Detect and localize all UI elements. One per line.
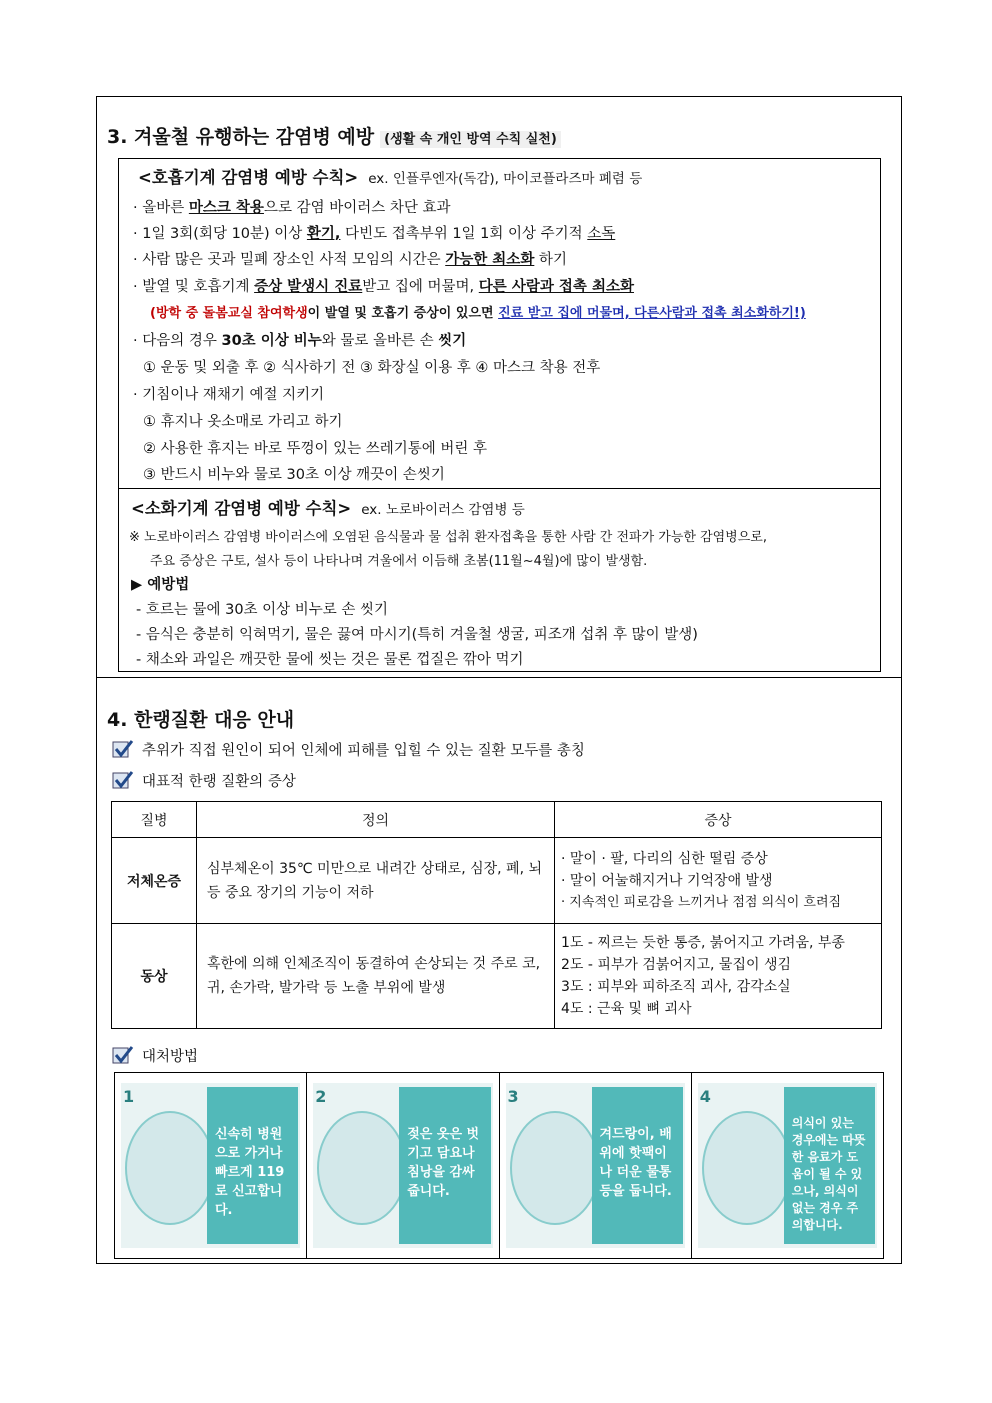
t: 30초 이상 비누 <box>221 333 322 349</box>
t: 진료 받고 집에 머물며, 다른사람과 접촉 최소화하기!) <box>498 306 806 321</box>
checkmark-icon <box>112 770 134 790</box>
resp-line-8: · 기침이나 재채기 예절 지키기 <box>133 387 325 403</box>
digestive-note-2: 주요 증상은 구토, 설사 등이 나타나며 겨울에서 이듬해 초봄(11월~4월)에 많이 발생함. <box>150 554 648 569</box>
resp-line-3 <box>133 248 567 269</box>
cold-illness-table <box>111 801 882 1029</box>
digestive-example: ex. 노로바이러스 감염병 등 <box>361 502 525 518</box>
resp-line-4 <box>133 275 634 296</box>
step-text: 겨드랑이, 배 위에 핫팩이나 더운 물통 등을 둡니다. <box>592 1087 683 1244</box>
t: 다른 사람과 접촉 최소화 <box>478 279 634 295</box>
resp-line-10: ② 사용한 휴지는 바로 뚜껑이 있는 쓰레기통에 버린 후 <box>143 441 488 457</box>
step-number: 3 <box>507 1087 519 1106</box>
t: 받고 집에 머물며, <box>362 279 479 295</box>
resp-line-11: ③ 반드시 비누와 물로 30초 이상 깨끗이 손씻기 <box>143 467 445 483</box>
t: 이 발열 및 호흡기 증상이 있으면 <box>307 306 499 321</box>
resp-line-2 <box>133 222 615 243</box>
step-card-inner <box>698 1083 877 1248</box>
symptom: 3도 : 피부와 피하조직 괴사, 감각소실 <box>561 979 791 995</box>
t: · 다음의 경우 <box>133 333 222 349</box>
disease-definition: 심부체온이 35℃ 미만으로 내려간 상태로, 심장, 폐, 뇌 등 중요 장기의 기능이 저하 <box>197 838 555 924</box>
respiratory-example: ex. 인플루엔자(독감), 마이코플라즈마 폐렴 등 <box>368 171 643 187</box>
t: 씻기 <box>438 333 467 349</box>
illustration-icon <box>317 1111 407 1225</box>
table-row <box>112 924 882 1029</box>
section3-title-text: 3. 겨울철 유행하는 감염병 예방 <box>107 126 375 148</box>
resp-line-9: ① 휴지나 옷소매로 가리고 하기 <box>143 414 343 430</box>
response-steps <box>114 1072 884 1259</box>
digestive-title <box>131 495 525 519</box>
prevention-method-label: ▶ 예방법 <box>131 577 190 593</box>
disease-name: 저체온증 <box>112 838 197 924</box>
t: 마스크 착용 <box>188 200 264 216</box>
step-number: 2 <box>315 1087 327 1106</box>
step-card-inner <box>121 1083 300 1248</box>
t: · 발열 및 호흡기계 <box>133 279 255 295</box>
respiratory-title <box>138 164 642 188</box>
symptom: 2도 - 피부가 검붉어지고, 물집이 생김 <box>561 957 791 973</box>
t: 증상 발생시 진료 <box>254 279 363 295</box>
check-item-2 <box>112 770 296 791</box>
step-text: 신속히 병원으로 가거나 빠르게 119로 신고합니다. <box>207 1087 298 1244</box>
check-item-1 <box>112 739 585 760</box>
method-line-1: - 흐르는 물에 30초 이상 비누로 손 씻기 <box>136 602 389 618</box>
table-row <box>112 838 882 924</box>
step-card-1 <box>115 1073 307 1258</box>
symptom: 1도 - 찌르는 듯한 통증, 붉어지고 가려움, 부종 <box>561 935 845 951</box>
checkmark-icon <box>112 739 134 759</box>
t: 으로 감염 바이러스 차단 효과 <box>263 200 451 216</box>
t: 소독 <box>587 226 616 242</box>
step-number: 1 <box>123 1087 135 1106</box>
illustration-icon <box>702 1111 792 1225</box>
step-text: 젖은 옷은 벗기고 담요나 침낭을 감싸줍니다. <box>399 1087 490 1244</box>
check-item-1-text: 추위가 직접 원인이 되어 인체에 피해를 입힐 수 있는 질환 모두를 총칭 <box>142 743 585 759</box>
illustration-icon <box>510 1111 600 1225</box>
step-text: 의식이 있는 경우에는 따뜻한 음료가 도움이 될 수 있으나, 의식이 없는 경우 주의합니다. <box>784 1087 875 1244</box>
resp-line-1 <box>133 196 450 217</box>
step-card-inner <box>313 1083 492 1248</box>
check-item-3 <box>112 1045 198 1066</box>
symptom: · 말이 · 팔, 다리의 심한 떨림 증상 <box>561 850 768 867</box>
disease-symptoms <box>555 838 882 924</box>
check-item-3-text: 대처방법 <box>142 1049 199 1065</box>
disease-name: 동상 <box>112 924 197 1029</box>
step-card-inner <box>506 1083 685 1248</box>
symptom: · 말이 어눌해지거나 기억장애 발생 <box>561 872 773 889</box>
check-item-2-text: 대표적 한랭 질환의 증상 <box>142 774 296 790</box>
resp-line-7: ① 운동 및 외출 후 ② 식사하기 전 ③ 화장실 이용 후 ④ 마스크 착용 전후 <box>143 360 601 376</box>
symptom: · 지속적인 피로감을 느끼거나 점점 의식이 흐려짐 <box>561 894 842 910</box>
section3-subtitle: (생활 속 개인 방역 수칙 실천) <box>380 131 561 148</box>
section4-title: 4. 한랭질환 대응 안내 <box>107 709 295 731</box>
step-card-2 <box>307 1073 499 1258</box>
table-header-row <box>112 802 882 838</box>
step-card-4 <box>692 1073 883 1258</box>
t: (방학 중 돌봄교실 참여학생 <box>150 306 308 321</box>
header-definition: 정의 <box>197 802 555 838</box>
header-symptoms: 증상 <box>555 802 882 838</box>
checkmark-icon <box>112 1045 134 1065</box>
disease-symptoms <box>555 924 882 1029</box>
t: · 1일 3회(회당 10분) 이상 <box>133 226 307 242</box>
digestive-note-1: ※ 노로바이러스 감염병 바이러스에 오염된 음식물과 물 섭취 환자접촉을 통한 사람 간 전파가 가능한 감염병으로, <box>129 530 767 545</box>
method-line-3: - 채소와 과일은 깨끗한 물에 씻는 것은 물론 껍질은 깎아 먹기 <box>136 652 524 668</box>
step-number: 4 <box>699 1087 711 1106</box>
t: 다빈도 접촉부위 1일 1회 이상 주기적 <box>340 226 588 242</box>
t: · 올바른 <box>133 200 189 216</box>
resp-line-5 <box>150 302 806 321</box>
t: 하기 <box>534 252 567 268</box>
step-card-3 <box>500 1073 692 1258</box>
digestive-title-text: <소화기계 감염병 예방 수칙> <box>131 499 352 518</box>
respiratory-title-text: <호흡기계 감염병 예방 수칙> <box>138 168 359 187</box>
disease-definition: 혹한에 의해 인체조직이 동결하여 손상되는 것 주로 코, 귀, 손가락, 발가락 등 노출 부위에 발생 <box>197 924 555 1029</box>
t: 와 물로 올바른 손 <box>321 333 439 349</box>
method-line-2: - 음식은 충분히 익혀먹기, 물은 끓여 마시기(특히 겨울철 생굴, 피조개 섭취 후 많이 발생) <box>136 627 698 643</box>
header-disease: 질병 <box>112 802 197 838</box>
illustration-icon <box>125 1111 215 1225</box>
t: · 사람 많은 곳과 밀폐 장소인 사적 모임의 시간은 <box>133 252 446 268</box>
t: 환기, <box>306 226 341 242</box>
symptom: 4도 : 근육 및 뼈 괴사 <box>561 1001 692 1017</box>
t: 가능한 최소화 <box>445 252 535 268</box>
resp-line-6 <box>133 329 466 350</box>
section-divider <box>96 677 902 678</box>
section3-title <box>107 122 561 149</box>
